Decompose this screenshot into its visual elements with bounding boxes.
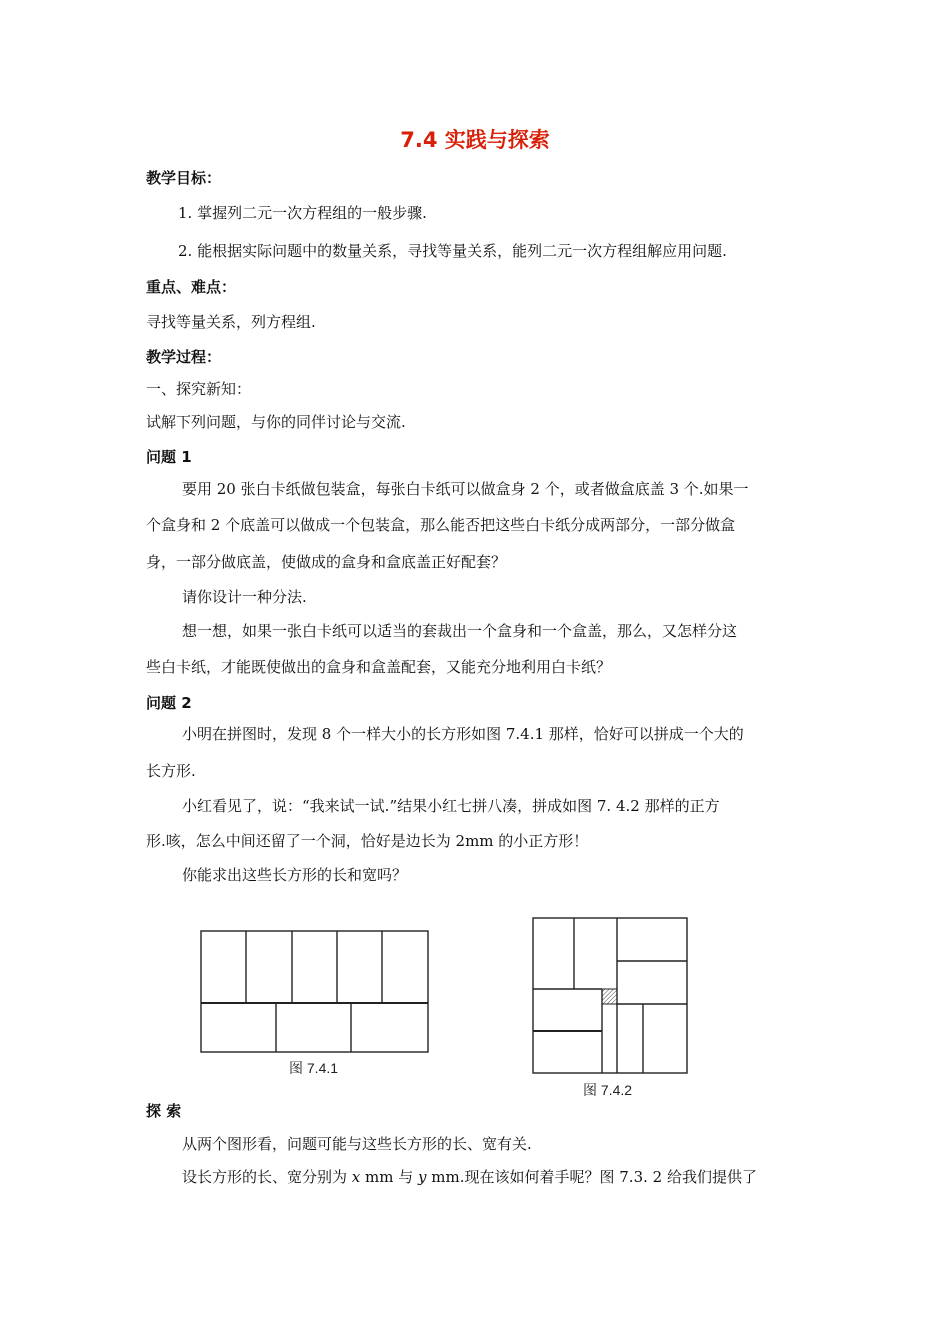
problem2-line: 形.咳，怎么中间还留了一个洞，恰好是边长为 2mm 的小正方形！	[146, 832, 589, 850]
figure-7-4-1-caption: 图 7.4.1	[289, 1060, 339, 1076]
hole-square	[602, 989, 617, 1004]
problem1-line: 请你设计一种分法.	[182, 588, 307, 606]
problem2-heading: 问题 2	[146, 694, 192, 712]
goals-heading: 教学目标：	[146, 169, 222, 187]
variable-x: x	[351, 1168, 361, 1186]
goal-item-1: 1. 掌握列二元一次方程组的一般步骤.	[178, 204, 427, 222]
explore-line-1: 从两个图形看，问题可能与这些长方形的长、宽有关.	[182, 1135, 532, 1153]
figure-7-4-1	[196, 926, 436, 1054]
figure-7-4-2-caption: 图 7.4.2	[583, 1082, 633, 1098]
problem2-line: 小明在拼图时，发现 8 个一样大小的长方形如图 7.4.1 那样，恰好可以拼成一个大的	[182, 725, 744, 743]
explore-heading: 探 索	[146, 1102, 182, 1120]
process-heading: 教学过程：	[146, 348, 222, 366]
keypoints-text: 寻找等量关系，列方程组.	[146, 313, 316, 331]
explore-line-2: 设长方形的长、宽分别为 x mm 与 y mm.现在该如何着手呢？图 7.3. 2 给我们提供了	[182, 1168, 757, 1186]
problem1-heading: 问题 1	[146, 448, 192, 466]
problem2-line: 长方形.	[146, 762, 196, 780]
variable-y: y	[418, 1168, 427, 1186]
goal-item-2: 2. 能根据实际问题中的数量关系，寻找等量关系，能列二元一次方程组解应用问题.	[178, 242, 727, 260]
page-title: 7.4 实践与探索	[400, 128, 550, 152]
section-heading: 一、探究新知：	[146, 380, 252, 398]
problem1-line: 想一想，如果一张白卡纸可以适当的套裁出一个盒身和一个盒盖，那么，又怎样分这	[182, 622, 738, 640]
problem2-line: 你能求出这些长方形的长和宽吗？	[182, 866, 408, 884]
intro-text: 试解下列问题，与你的同伴讨论与交流.	[146, 413, 406, 431]
figure-7-4-2	[528, 913, 693, 1078]
keypoints-heading: 重点、难点：	[146, 278, 237, 296]
problem2-line: 小红看见了，说：“我来试一试.”结果小红七拼八凑，拼成如图 7. 4.2 那样的正方	[182, 797, 720, 815]
problem1-line: 要用 20 张白卡纸做包装盒，每张白卡纸可以做盒身 2 个，或者做盒底盖 3 个.如果一	[182, 480, 749, 498]
problem1-line: 个盒身和 2 个底盖可以做成一个包装盒，那么能否把这些白卡纸分成两部分，一部分做盒	[146, 516, 736, 534]
problem1-line: 身，一部分做底盖，使做成的盒身和盒底盖正好配套？	[146, 553, 507, 571]
problem1-line: 些白卡纸，才能既使做出的盒身和盒盖配套，又能充分地利用白卡纸？	[146, 658, 612, 676]
